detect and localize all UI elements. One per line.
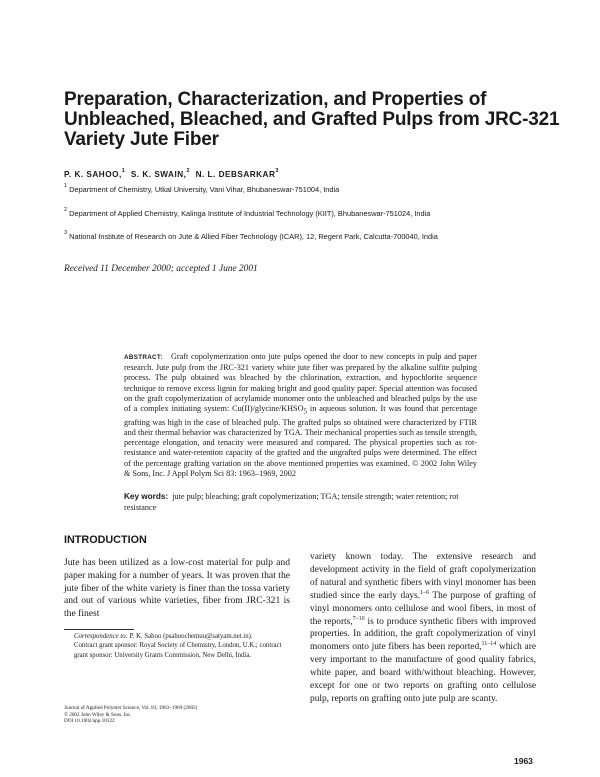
journal-info bbox=[64, 705, 294, 725]
reference-mark: 1–6 bbox=[420, 589, 430, 596]
abstract-text-continued: in aqueous solution. It was found that percentage grafting was high in the case of bleached pulp. The grafted pulps so obtained were characterized by FTIR and their thermal behavior was characterized by TGA. Their mechanical properties such as tensile strength, percentage elongation, and tenacity were measured and compared. The physical properties such as rot-resistance and water-retention capacity of the grafted and the ungrafted pulps were determined. The effect of the percentage grafting variation on the above mentioned properties was examined. © 2002 John Wiley & Sons, Inc. J Appl Polym Sci 83: 1963–1969, 2002 bbox=[124, 404, 477, 478]
body-text: variety known today. The extensive research and development activity in the field of graft copolymerization of natural and synthetic fibers with vinyl monomer has been studied since the early days. bbox=[310, 552, 536, 601]
copyright: © 2002 John Wiley & Sons, Inc. bbox=[64, 711, 132, 718]
affiliation-mark: 1 bbox=[64, 183, 68, 189]
affiliation-mark: 3 bbox=[64, 230, 68, 236]
footnote bbox=[64, 632, 294, 660]
article-title: Preparation, Characterization, and Properties of Unbleached, Bleached, and Grafted Pulps from JRC-321 Variety Jute Fiber bbox=[64, 89, 560, 150]
keywords bbox=[124, 491, 477, 513]
body-column-right bbox=[310, 551, 536, 706]
reference-mark: 7–10 bbox=[352, 615, 365, 622]
received-dates: Received 11 December 2000; accepted 1 June 2001 bbox=[64, 264, 258, 274]
grant-info: Contract grant sponsor: Royal Society of Chemistry, London, U.K.; contract grant sponsor: University Grants Commission, New Delhi, India. bbox=[74, 642, 282, 659]
body-text: The purpose of grafting of vinyl monomers onto cellulose and wool fibers, in most of the reports, bbox=[310, 590, 537, 627]
author-affiliation-mark: 3 bbox=[275, 168, 279, 174]
journal-citation: Journal of Applied Polymer Science, Vol. 83, 1963–1969 (2002) bbox=[64, 705, 198, 711]
section-heading: INTRODUCTION bbox=[64, 534, 147, 546]
author-name: N. L. DEBSARKAR bbox=[195, 170, 276, 179]
author-affiliation-mark: 2 bbox=[186, 168, 190, 174]
body-column-left: Jute has been utilized as a low-cost material for pulp and paper making for a number of years. It was proven that the jute fiber of the white variety is finer than the tossa variety and out of various white varieties, fiber from JRC-321 is the finest bbox=[64, 557, 290, 620]
abstract-label: ABSTRACT: bbox=[124, 354, 163, 361]
abstract bbox=[124, 352, 477, 479]
keywords-text: jute pulp; bleaching; graft copolymerization; TGA; tensile strength; water retention; rot resistance bbox=[124, 492, 459, 512]
author-name: P. K. SAHOO, bbox=[64, 170, 122, 179]
abstract-subscript: 5 bbox=[303, 408, 307, 416]
affiliation-text: National Institute of Research on Jute & Allied Fiber Technology (ICAR), 12, Regent Park, Calcutta-700040, India bbox=[69, 232, 438, 241]
affiliation-text: Department of Applied Chemistry, Kalinga Institute of Industrial Technology (KIIT), Bhubaneswar-751024, India bbox=[69, 209, 431, 218]
author-affiliation-mark: 1 bbox=[121, 168, 126, 174]
doi: DOI 10.1002/app.10122 bbox=[64, 718, 115, 725]
correspondence-text: P. K. Sahoo (psahoochemuu@satyam.net.in). bbox=[129, 633, 253, 640]
keywords-label: Key words: bbox=[124, 492, 169, 501]
affiliation bbox=[64, 185, 339, 194]
abstract-text: Graft copolymerization onto jute pulps opened the door to new concepts in pulp and paper research. Jute pulp from the JRC-321 variety white jute fiber was prepared by the alkaline sulfite pulping process. The pulp obtained was bleached by the chlorination, extraction, and hypochlorite sequence technique to remove excess lignin for making bright and good quality paper. Special attention was focused on the graft copolymerization of acrylamide monomer onto the unbleached and bleached pulps by the use of a complex initiating system: Cu(II)/glycine/KHSO bbox=[124, 352, 477, 414]
correspondence-label: Correspondence to: bbox=[74, 633, 128, 640]
author-name: S. K. SWAIN, bbox=[130, 170, 187, 179]
affiliation-text: Department of Chemistry, Utkal University, Vani Vihar, Bhubaneswar-751004, India bbox=[69, 185, 340, 194]
body-text: is to produce synthetic fibers with improved properties. In addition, the graft copolymerization of vinyl monomers onto jute fibers has been reported, bbox=[310, 616, 536, 653]
page-number: 1963 bbox=[514, 756, 533, 766]
affiliation-mark: 2 bbox=[64, 207, 68, 213]
affiliation bbox=[64, 232, 438, 241]
author-list bbox=[64, 170, 279, 179]
footnote-divider bbox=[64, 629, 134, 630]
body-text: which are very important to the manufacture of good quality fabrics, white paper, and board with/without bleaching. However, except for one or two reports on grafting onto cellulose pulp, reports on grafting onto jute pulp are scanty. bbox=[310, 642, 536, 704]
reference-mark: 11–14 bbox=[481, 641, 497, 648]
affiliation bbox=[64, 209, 430, 218]
